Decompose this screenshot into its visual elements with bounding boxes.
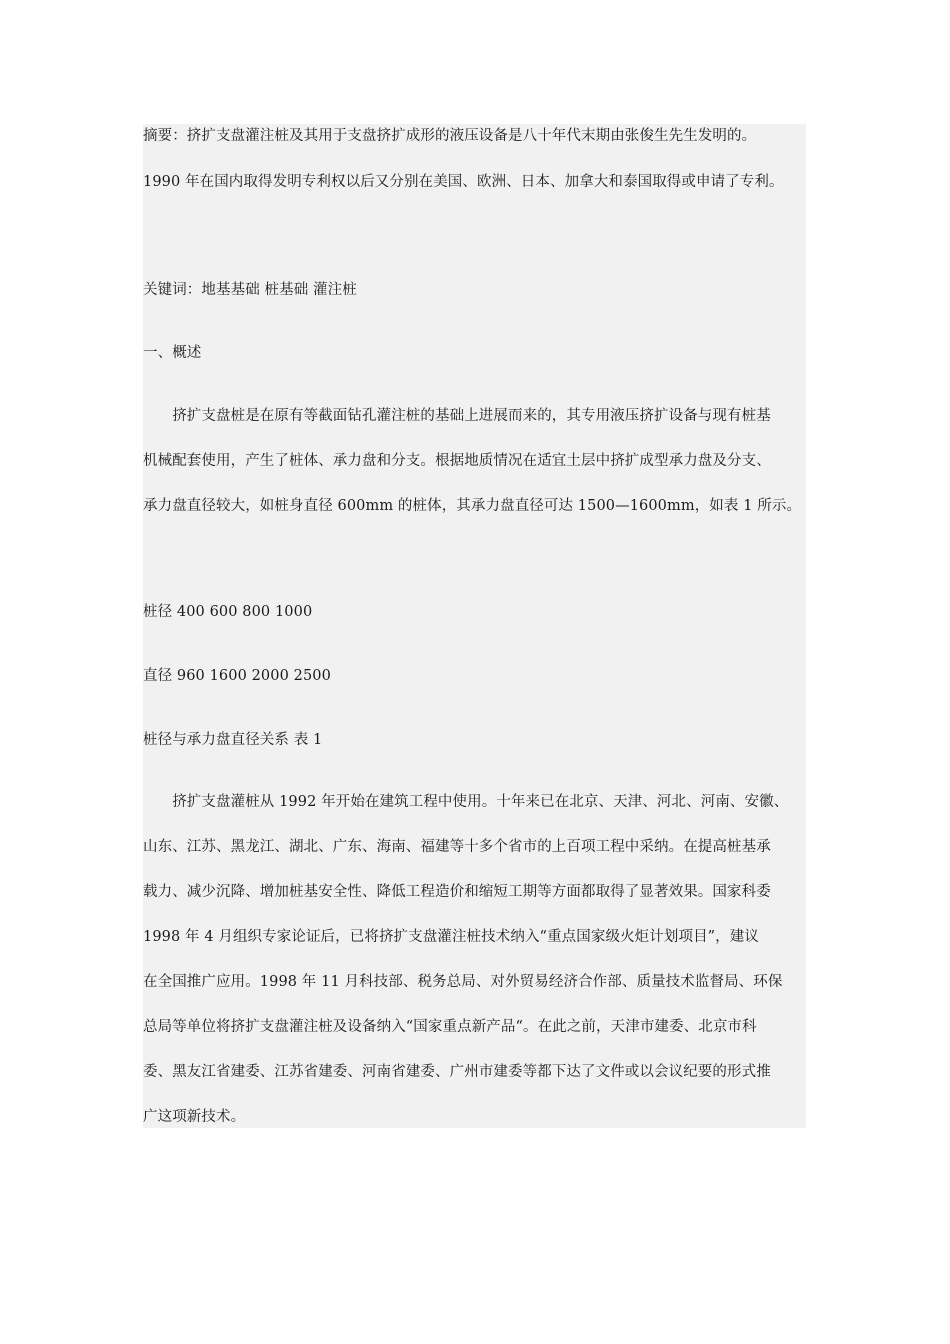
paragraph-2-line-5: 在全国推广应用。1998 年 11 月科技部、税务总局、对外贸易经济合作部、质量技术监督局、环保 — [143, 974, 783, 990]
abstract-line-1: 摘要：挤扩支盘灌注桩及其用于支盘挤扩成形的液压设备是八十年代末期由张俊生先生发明的。 — [143, 128, 757, 144]
paragraph-2-line-6: 总局等单位将挤扩支盘灌注桩及设备纳入“国家重点新产品“。在此之前，天津市建委、北京市科 — [143, 1019, 757, 1035]
document-content-area — [143, 124, 806, 1128]
section-title-overview: 一、概述 — [143, 345, 202, 361]
table-1-row-plate-diameter: 直径 960 1600 2000 2500 — [143, 668, 331, 684]
paragraph-1-line-1: 挤扩支盘桩是在原有等截面钻孔灌注桩的基础上进展而来的，其专用液压挤扩设备与现有桩基 — [143, 408, 771, 424]
paragraph-2-line-3: 载力、减少沉降、增加桩基安全性、降低工程造价和缩短工期等方面都取得了显著效果。国家科委 — [143, 884, 771, 900]
keywords: 关键词：地基基础 桩基础 灌注桩 — [143, 282, 357, 298]
paragraph-2-line-2: 山东、江苏、黑龙江、湖北、广东、海南、福建等十多个省市的上百项工程中采纳。在提高桩基承 — [143, 839, 771, 855]
table-1-caption: 桩径与承力盘直径关系 表 1 — [143, 732, 323, 748]
paragraph-1-line-2: 机械配套使用，产生了桩体、承力盘和分支。根据地质情况在适宜土层中挤扩成型承力盘及分支、 — [143, 453, 771, 469]
paragraph-2-line-4: 1998 年 4 月组织专家论证后，已将挤扩支盘灌注桩技术纳入“重点国家级火炬计划项目”，建议 — [143, 929, 759, 945]
paragraph-2-line-7: 委、黑友江省建委、江苏省建委、河南省建委、广州市建委等都下达了文件或以会议纪要的形式推 — [143, 1064, 771, 1080]
paragraph-2-line-8: 广这项新技术。 — [143, 1109, 246, 1125]
abstract-line-2: 1990 年在国内取得发明专利权以后又分别在美国、欧洲、日本、加拿大和泰国取得或申请了专利。 — [143, 174, 784, 190]
paragraph-1-line-3: 承力盘直径较大，如桩身直径 600mm 的桩体，其承力盘直径可达 1500—1600mm，如表 1 所示。 — [143, 498, 802, 514]
table-1-row-pile-diameter: 桩径 400 600 800 1000 — [143, 604, 313, 620]
paragraph-2-line-1: 挤扩支盘灌桩从 1992 年开始在建筑工程中使用。十年来已在北京、天津、河北、河南、安徽、 — [143, 794, 789, 810]
